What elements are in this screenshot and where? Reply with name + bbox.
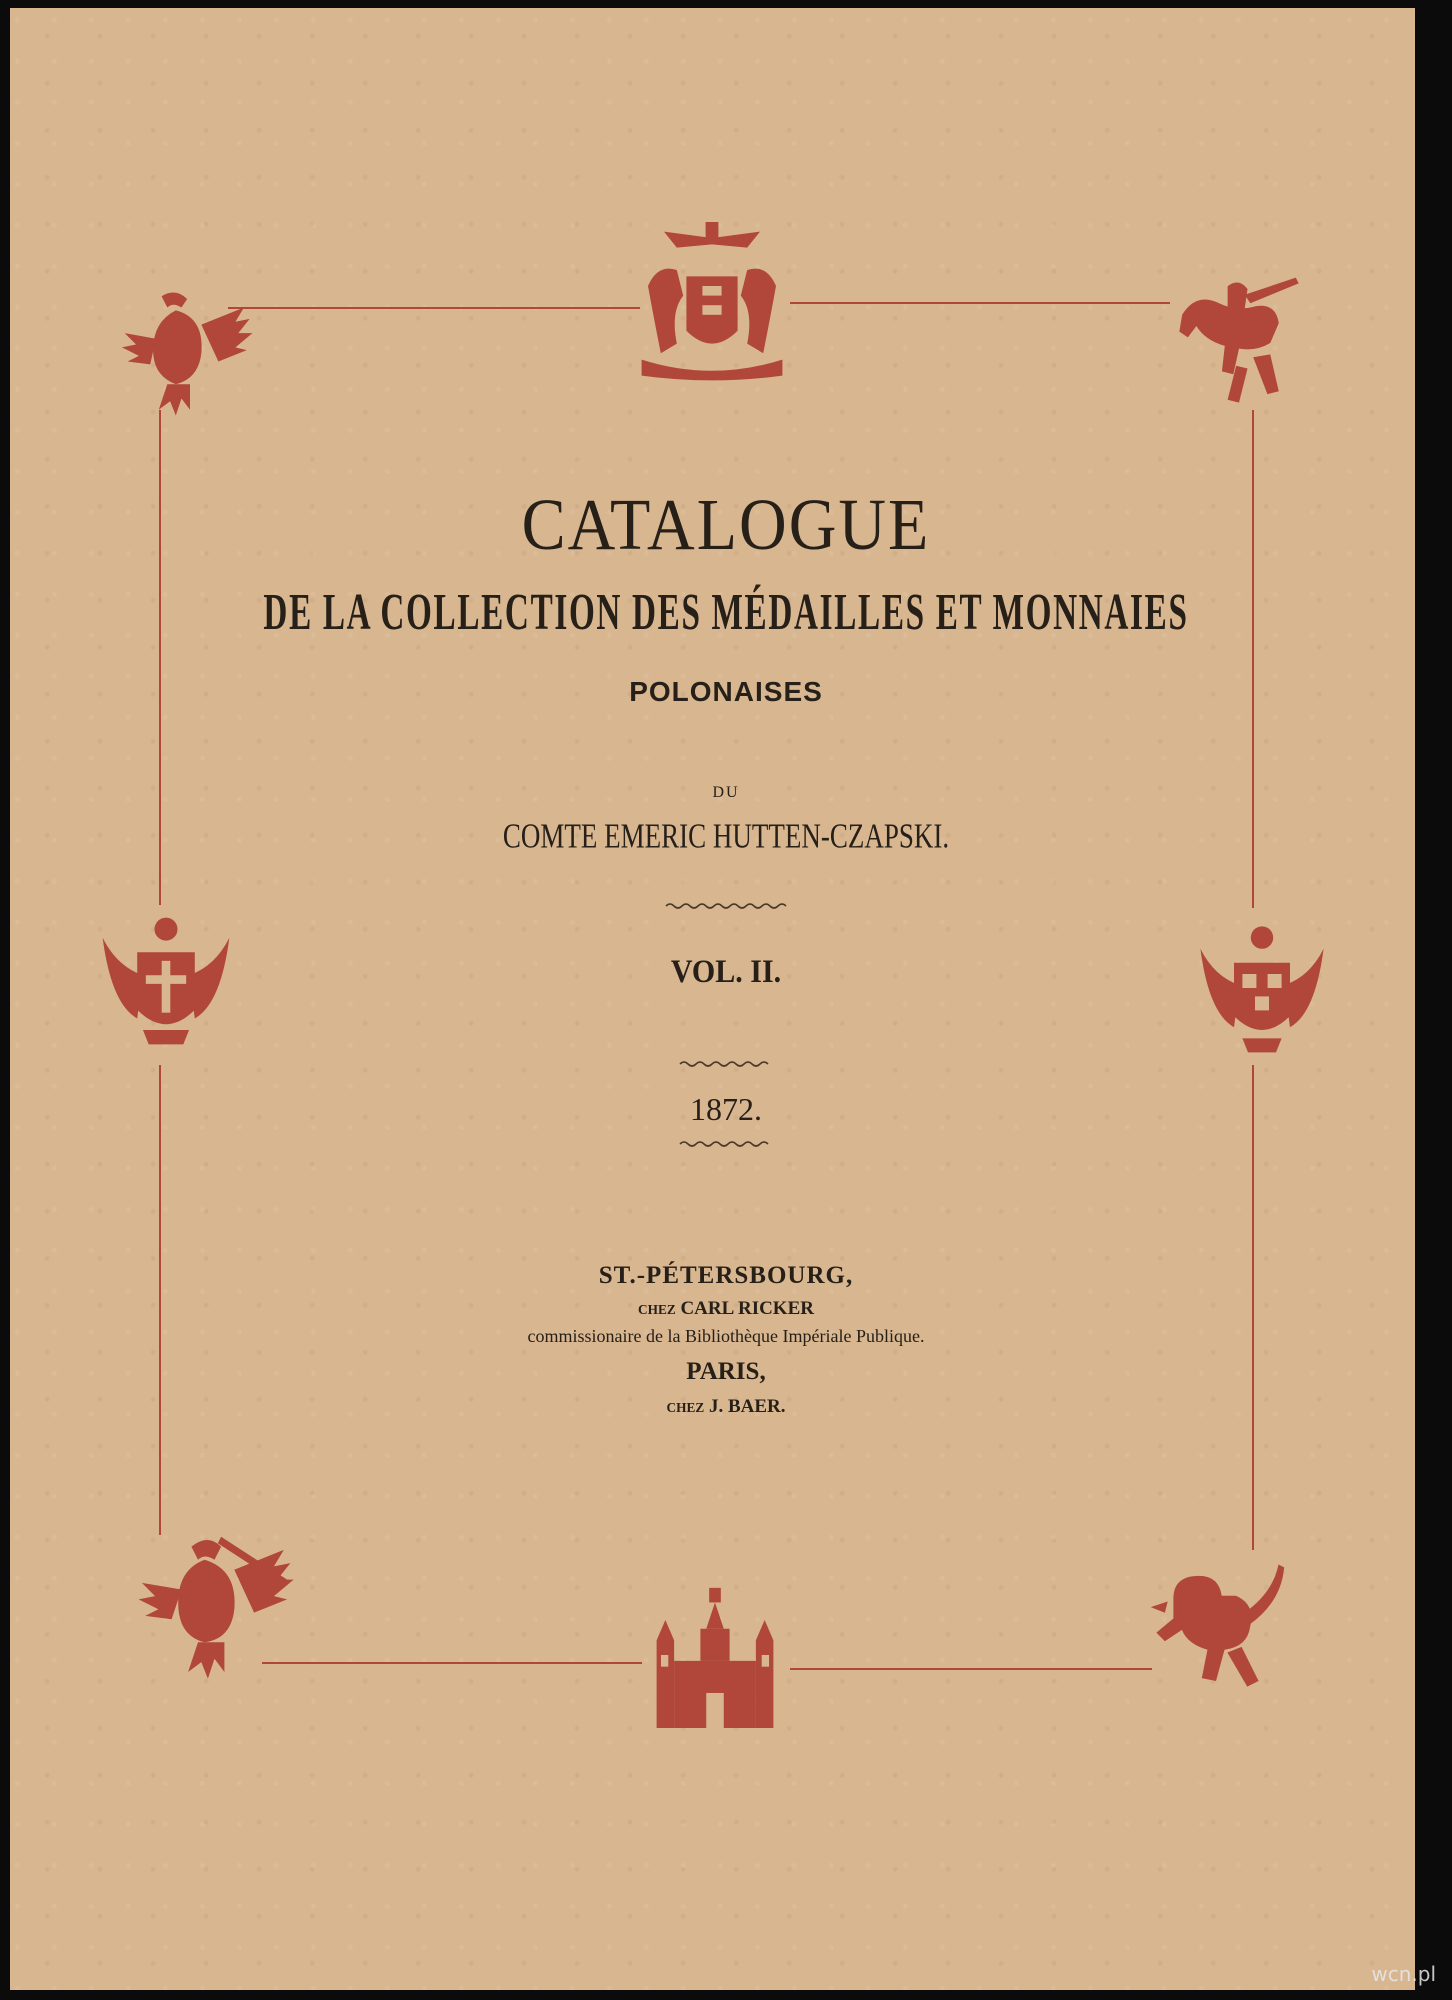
chez-label: CHEZ (666, 1400, 705, 1415)
city-paris: PARIS, (686, 1358, 766, 1385)
subtitle-polonaises: POLONAISES (629, 676, 823, 707)
publisher-carl-ricker (0, 1298, 1452, 1320)
watermark: wcn.pl (1371, 1962, 1436, 1986)
horseman-top-right-icon (1158, 272, 1320, 414)
divider-squiggle-3 (0, 1139, 1452, 1149)
divider-squiggle-2 (0, 1059, 1452, 1069)
crowned-arms-top-center-icon (632, 222, 792, 382)
commission-line: commissionaire de la Bibliothèque Impériale Publique. (527, 1326, 925, 1346)
preposition-du: DU (712, 784, 740, 801)
city-st-petersbourg: ST.-PÉTERSBOURG, (598, 1262, 854, 1289)
publisher-name: J. BAER. (708, 1396, 786, 1417)
castle-bottom-center-icon (640, 1582, 790, 1728)
volume-number: VOL. II. (670, 953, 782, 990)
publisher-j-baer (0, 1396, 1452, 1418)
eagle-top-left-icon (115, 282, 265, 424)
publisher-name: CARL RICKER (680, 1298, 814, 1319)
eagle-bottom-left-icon (132, 1522, 297, 1690)
publication-year: 1872. (690, 1091, 762, 1127)
book-title: CATALOGUE (521, 485, 931, 566)
lion-bottom-right-icon (1145, 1556, 1287, 1698)
book-subtitle: DE LA COLLECTION DES MÉDAILLES ET MONNAIES (263, 582, 1189, 641)
chez-label: CHEZ (638, 1302, 676, 1317)
divider-squiggle-1 (0, 901, 1452, 911)
author-name: COMTE EMERIC HUTTEN-CZAPSKI. (502, 817, 950, 856)
